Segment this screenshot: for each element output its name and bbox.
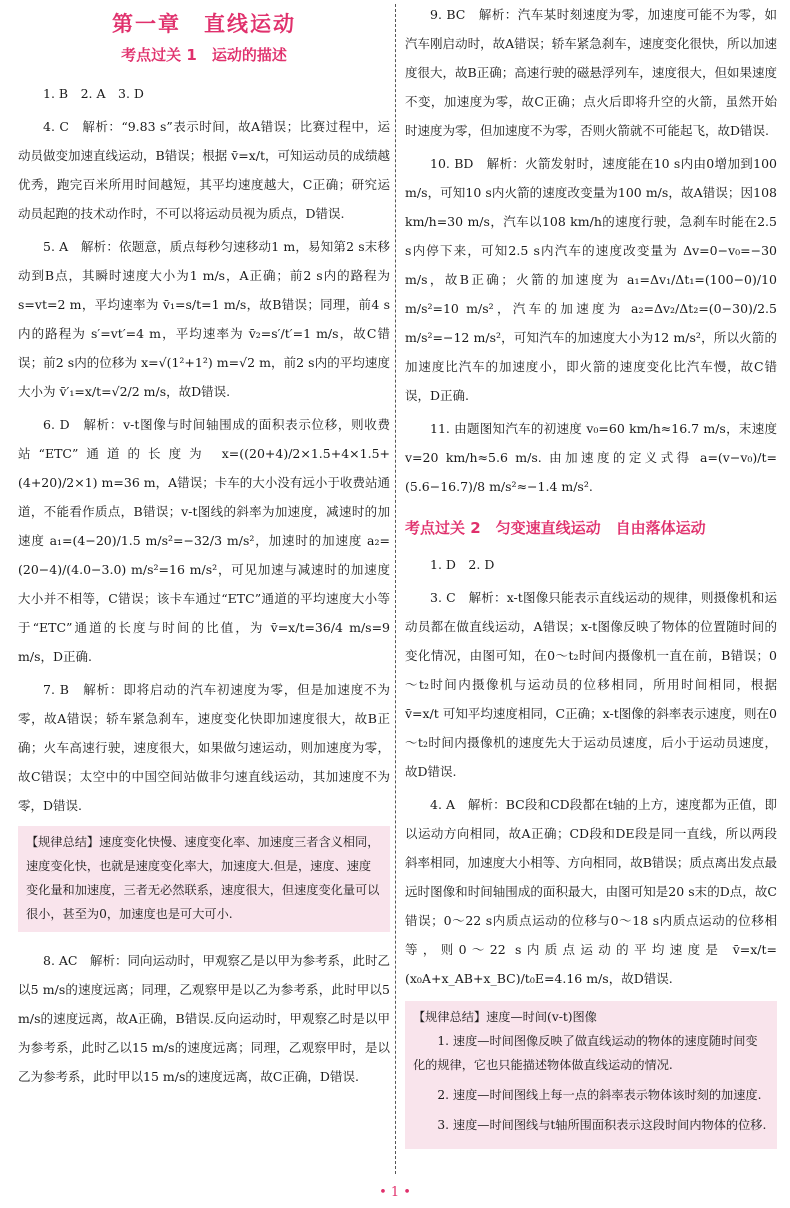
answer-item: 10. BD 解析：火箭发射时，速度能在10 s内由0增加到100 m/s，可知10 s内火箭的速度改变量为100 m/s，故A错误；因108 km/h=30 m/s，汽车以108 km/h的速度行驶，急刹车时能在2.5 s内停下来，可知2.5 s内汽车的速度改变量为 Δv=0−v₀=−30 m/s，故B正确；火箭的加速度为 a₁=Δv₁/Δt₁=(100−0)/10 m/s²=10 m/s²，汽车的加速度为 a₂=Δv₂/Δt₂=(0−30)/2.5 m/s²=−12 m/s²，可知汽车的加速度大小为12 m/s²，所以火箭的加速度比汽车的加速度小，即火箭的速度变化比汽车慢，故C错误，D正确. <box>405 156 777 403</box>
summary-line: 1. 速度—时间图像反映了做直线运动的物体的速度随时间变化的规律，它也只能描述物体做直线运动的情况. <box>413 1034 758 1072</box>
answer-item: 8. AC 解析：同向运动时，甲观察乙是以甲为参考系，此时乙以5 m/s的速度远离；同理，乙观察甲是以乙为参考系，此时甲以5 m/s的速度远离，故A正确，B错误.反向运动时，甲观察乙时是以甲为参考系，此时乙以15 m/s的速度远离；同理，乙观察甲时，是以乙为参考系，此时甲以15 m/s的速度远离，故C正确，D错误. <box>18 953 390 1084</box>
summary-line: 3. 速度—时间图线与t轴所围面积表示这段时间内物体的位移. <box>437 1118 767 1132</box>
answer-item: 1. B 2. A 3. D <box>43 86 144 101</box>
left-column <box>18 0 390 1095</box>
summary-title: 【规律总结】速度—时间(v-t)图像 <box>413 1010 597 1024</box>
answer-item: 4. C 解析：“9.83 s”表示时间，故A错误；比赛过程中，运动员做变加速直线运动，B错误；根据 v̄=x/t，可知运动员的成绩越优秀，跑完百米所用时间越短，其平均速度越大，C正确；研究运动员起跑的技术动作时，不可以将运动员视为质点，D错误. <box>18 119 390 221</box>
answer-item: 11. 由题图知汽车的初速度 v₀=60 km/h≈16.7 m/s，末速度 v=20 km/h≈5.6 m/s. 由加速度的定义式得 a=(v−v₀)/t=(5.6−16.7)/8 m/s²≈−1.4 m/s². <box>405 421 777 494</box>
answer-item: 9. BC 解析：汽车某时刻速度为零，加速度可能不为零，如汽车刚启动时，故A错误；轿车紧急刹车，速度变化很快，所以加速度很大，故B正确；高速行驶的磁悬浮列车，速度很大，但如果速度不变，加速度为零，故C正确；点火后即将升空的火箭，虽然开始时速度为零，但加速度不为零，否则火箭就不可能起飞，故D错误. <box>405 7 777 138</box>
answer-item: 1. D 2. D <box>430 557 495 572</box>
answer-item: 5. A 解析：依题意，质点每秒匀速移动1 m，易知第2 s末移动到B点，其瞬时速度大小为1 m/s，A正确；前2 s内的路程为 s=vt=2 m，平均速率为 v̄₁=s/t=1 m/s，故B错误；同理，前4 s内的路程为 s′=vt′=4 m，平均速率为 v̄₂=s′/t′=1 m/s，故C错误；前2 s内的位移为 x=√(1²+1²) m=√2 m，前2 s内的平均速度大小为 v̄′₁=x/t=√2/2 m/s，故D错误. <box>18 239 390 399</box>
answer-item: 7. B 解析：即将启动的汽车初速度为零，但是加速度不为零，故A错误；轿车紧急刹车，速度变化快即加速度很大，故B正确；火车高速行驶，速度很大，如果做匀速运动，则加速度为零，故C错误；太空中的中国空间站做非匀速直线运动，其加速度不为零，D错误. <box>18 682 390 813</box>
right-column <box>405 0 777 1155</box>
section-title-1: 考点过关 1 运动的描述 <box>121 46 287 64</box>
answer-item: 4. A 解析：BC段和CD段都在t轴的上方，速度都为正值，即以运动方向相同，故A正确；CD段和DE段是同一直线，所以两段斜率相同，加速度大小相等、方向相同，故B错误；质点离出发点最远时图像和时间轴围成的面积最大，由图可知是20 s末的D点，故C错误；0～22 s内质点运动的位移与0～18 s内质点运动的位移相等，则0～22 s内质点运动的平均速度是 v̄=x/t=(x₀A+x_AB+x_BC)/t₀E=4.16 m/s，故D错误. <box>405 797 777 986</box>
page-number: • 1 • <box>379 1185 411 1200</box>
chapter-title: 第一章 直线运动 <box>112 12 296 36</box>
answer-item: 3. C 解析：x-t图像只能表示直线运动的规律，则摄像机和运动员都在做直线运动，A错误；x-t图像反映了物体的位置随时间的变化情况，由图可知，在0～t₂时间内摄像机一直在前，B错误；0～t₂时间内摄像机与运动员的位移相同，所用时间相同，根据 v̄=x/t 可知平均速度相同，C正确；x-t图像的斜率表示速度，则在0～t₂时间内摄像机的速度先大于运动员速度，后小于运动员速度，故D错误. <box>405 590 777 779</box>
section-title-2: 考点过关 2 匀变速直线运动 自由落体运动 <box>405 519 706 537</box>
rule-summary-box: 【规律总结】速度变化快慢、速度变化率、加速度三者含义相同，速度变化快，也就是速度变化率大，加速度大.但是，速度、速度变化量和加速度，三者无必然联系，速度很大，但速度变化量可以很小，甚至为0，加速度也是可大可小. <box>18 826 390 932</box>
summary-line: 2. 速度—时间图线上每一点的斜率表示物体该时刻的加速度. <box>437 1088 762 1102</box>
column-divider <box>395 4 396 1174</box>
answer-item: 6. D 解析：v-t图像与时间轴围成的面积表示位移，则收费站“ETC”通道的长度为 x=((20+4)/2×1.5+4×1.5+(4+20)/2×1) m=36 m，A错误；卡车的大小没有远小于收费站通道，不能看作质点，B错误；v-t图线的斜率为加速度，减速时的加速度 a₁=(4−20)/1.5 m/s²=−32/3 m/s²，加速时的加速度 a₂=(20−4)/(4.0−3.0) m/s²=16 m/s²，可见加速与减速时的加速度大小并不相等，C错误；该卡车通过“ETC”通道的平均速度大小等于“ETC”通道的长度与时间的比值，为 v̄=x/t=36/4 m/s=9 m/s，D正确. <box>18 417 390 664</box>
vt-graph-summary-box <box>405 1001 777 1149</box>
